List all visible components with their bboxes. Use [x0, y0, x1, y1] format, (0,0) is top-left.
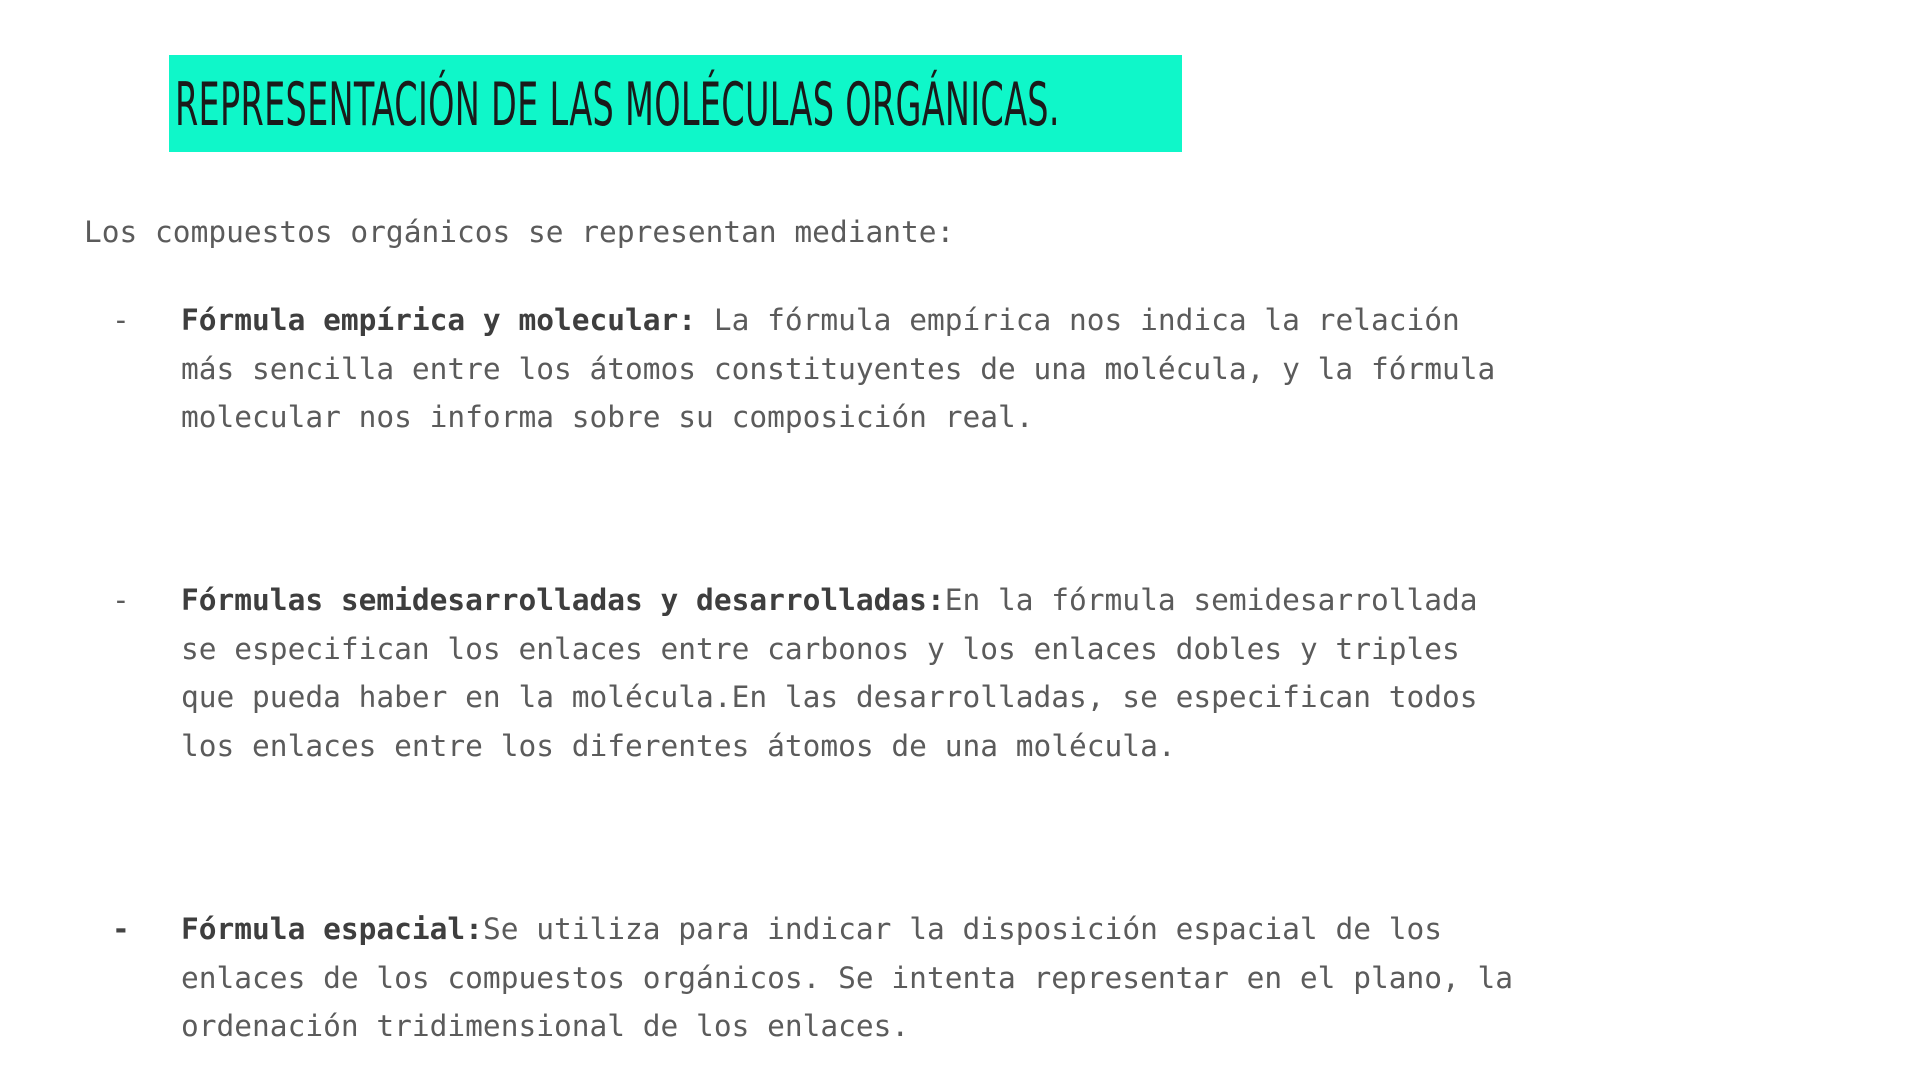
- list-item-lead: Fórmulas semidesarrolladas y desarrolladas:: [181, 583, 945, 617]
- list-item-text: Se utiliza para indicar la disposición espacial de los: [482, 912, 1443, 946]
- list-item-text: En la fórmula semidesarrollada: [944, 583, 1478, 617]
- list-item-line: molecular nos informa sobre su composición real.: [181, 400, 1034, 434]
- title-highlight: [169, 55, 1182, 152]
- bullet-dash: -: [112, 583, 130, 617]
- list-item-lead: Fórmula espacial:: [181, 912, 483, 946]
- list-item-line: enlaces de los compuestos orgánicos. Se intenta representar en el plano, la: [181, 960, 1514, 995]
- list-item-line: [181, 296, 1841, 345]
- list-item-line: [181, 905, 1841, 954]
- list-item-line: se especifican los enlaces entre carbonos y los enlaces dobles y triples: [181, 631, 1460, 666]
- list-item-line: que pueda haber en la molécula.En las desarrolladas, se especifican todos: [181, 680, 1478, 714]
- list-item-line: [181, 576, 1841, 625]
- list-item-line: los enlaces entre los diferentes átomos de una molécula.: [181, 728, 1176, 763]
- list-item-semideveloped-formulas: [181, 576, 1841, 770]
- bullet-dash: -: [112, 912, 130, 946]
- list-item-text: La fórmula empírica nos indica la relación: [696, 303, 1460, 337]
- list-item-spatial-formula: [181, 905, 1841, 1051]
- list-item-lead: Fórmula empírica y molecular:: [181, 303, 697, 337]
- list-item-line: más sencilla entre los átomos constituyentes de una molécula, y la fórmula: [181, 351, 1496, 386]
- bullet-dash: -: [112, 303, 130, 337]
- list-item-line: ordenación tridimensional de los enlaces.: [181, 1009, 910, 1043]
- list-item-empirical-formula: [181, 296, 1841, 442]
- intro-text: Los compuestos orgánicos se representan mediante:: [84, 215, 955, 249]
- slide-title: REPRESENTACIÓN DE LAS MOLÉCULAS ORGÁNICAS.: [175, 70, 1060, 140]
